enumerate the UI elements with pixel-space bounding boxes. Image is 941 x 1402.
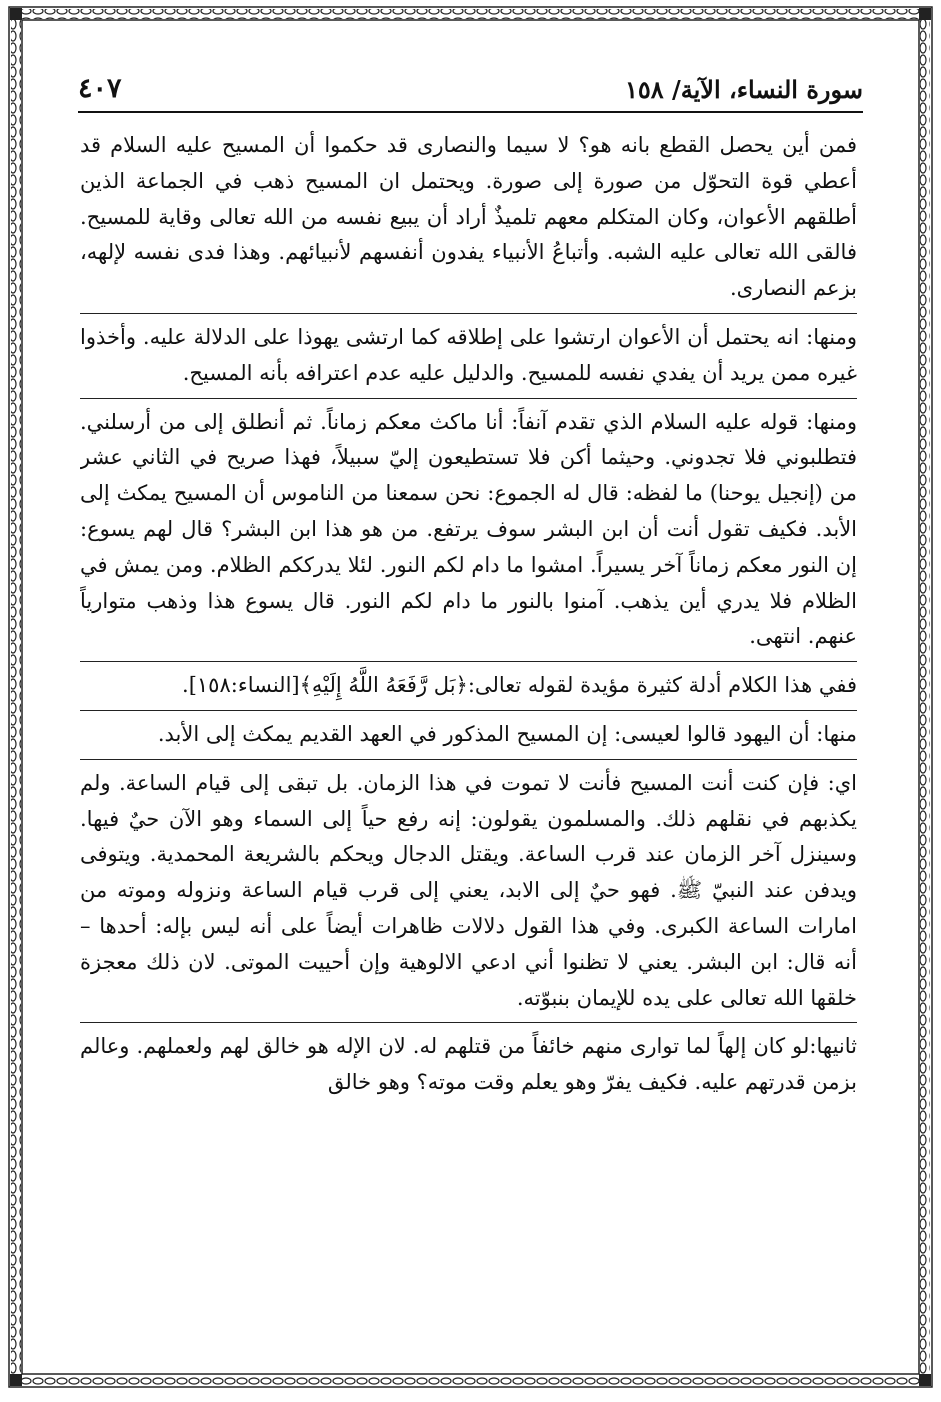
paragraph-3: ومنها: قوله عليه السلام الذي تقدم آنفاً: أنا ماكث معكم زماناً. ثم أنطلق إلى من أرسلني. فتطلبوني فلا تجدوني. وحيثما أكن فلا تستطيعون إليّ سبيلاً، فهذا صريح في الثاني عشر من (إنجيل يوحنا) ما لفظه: قال له الجموع: نحن سمعنا من الناموس أن المسيح يمكث إلى الأبد. فكيف تقول أنت أن ابن البشر سوف يرتفع. من هو هذا ابن البشر؟ قال لهم يسوع: إن النور معكم زماناً آخر يسيراً. امشوا ما دام لكم النور. لئلا يدرككم الظلام. ومن يمش في الظلام فلا يدري أين يذهب. آمنوا بالنور ما دام لكم النور. قال يسوع هذا وذهب متوارياً عنهم. انتهى.: [80, 398, 857, 656]
verse-reference: [النساء:١٥٨].: [182, 673, 300, 698]
paragraph-2: ومنها: انه يحتمل أن الأعوان ارتشوا على إطلاقه كما ارتشى يهوذا على الدلالة عليه. وأخذوا غيره ممن يريد أن يفدي نفسه للمسيح. والدليل عليه عدم اعترافه بأنه المسيح.: [80, 313, 857, 392]
paragraph-6-part-1: اي: فإن كنت أنت المسيح فأنت لا تموت في هذا الزمان. بل تبقى إلى قيام الساعة. ولم يكذبهم في نقلهم ذلك. والمسلمون يقولون: إنه رفع حياً إلى السماء وهو الآن حيٌ فيها. وسينزل آخر الزمان عند قرب الساعة. ويقتل الدجال ويحكم بالشريعة المحمدية. ويتوفى ويدفن عند النبيّ: [80, 770, 857, 903]
paragraph-6: [80, 759, 857, 1017]
quran-bracket-close: ﴾: [299, 673, 312, 698]
paragraph-1: فمن أين يحصل القطع بانه هو؟ لا سيما والنصارى قد حكموا أن المسيح عليه السلام قد أعطي قوة التحوّل من صورة إلى صورة. ويحتمل ان المسيح ذهب في الجماعة الذين أطلقهم الأعوان، وكان المتكلم معهم تلميذٌ أراد أن يبيع نفسه من الله تعالى وقاية للمسيح. فالقى الله تعالى عليه الشبه. وأتباعُ الأنبياء يفدون أنفسهم لأنبيائهم. وهذا فدى نفسه لإلهه، بزعم النصارى.: [80, 133, 857, 301]
paragraph-5: منها: أن اليهود قالوا لعيسى: إن المسيح المذكور في العهد القديم يمكث إلى الأبد.: [80, 710, 857, 753]
paragraph-4: [80, 661, 857, 704]
paragraph-4-intro: ففي هذا الكلام أدلة كثيرة مؤيدة لقوله تعالى:: [467, 673, 857, 698]
paragraph-7: ثانيها:لو كان إلهاً لما توارى منهم خائفاً من قتلهم له. لان الإله هو خالق لهم ولعملهم. وعالم بزمن قدرتهم عليه. فكيف يفرّ وهو يعلم وقت موته؟ وهو خالق: [80, 1022, 857, 1101]
surah-verse-title: سورة النساء، الآية/ ١٥٨: [624, 75, 863, 104]
text-body: [80, 128, 857, 1362]
paragraph-6-part-2: . فهو حيٌ إلى الابد، يعني إلى قرب قيام الساعة ونزوله وموته من امارات الساعة الكبرى. وفي هذا القول دلالات ظاهرات أيضاً على أنه ليس بإله: أحدها – أنه قال: ابن البشر. يعني لا تظنوا أني ادعي الالوهية وإن أحييت الموتى. لان ذلك معجزة خلقها الله تعالى على يده للإيمان بنبوّته.: [80, 878, 857, 1010]
header-divider: [78, 111, 863, 113]
page-header: [78, 62, 863, 104]
page-number: ٤٠٧: [78, 73, 122, 104]
salawat-symbol: ﷺ: [676, 878, 703, 903]
quran-bracket-open: ﴿: [455, 673, 468, 698]
quran-verse: بَل رَّفَعَهُ اللَّهُ إِلَيْهِ: [311, 673, 456, 698]
